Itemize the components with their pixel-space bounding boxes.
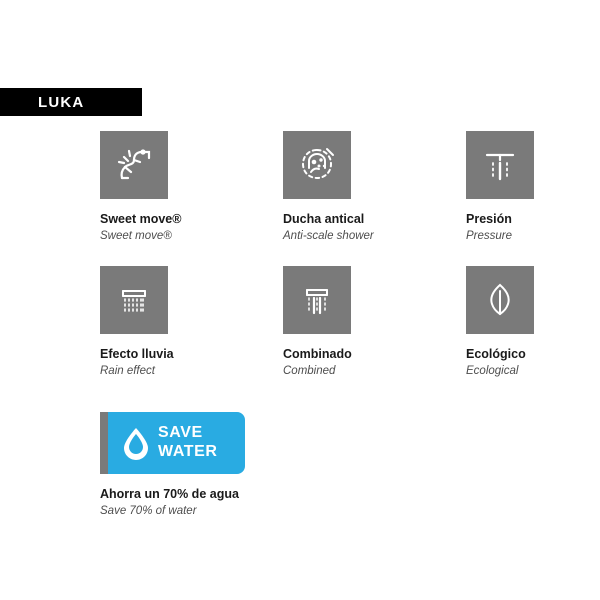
icon-box (283, 131, 351, 199)
feature-subtitle: Save 70% of water (100, 505, 197, 517)
feature-row (100, 131, 570, 244)
save-water-badge-text (158, 423, 218, 461)
feature-title: Efecto lluvia (100, 347, 174, 361)
pressure-shower-icon (478, 143, 522, 187)
feature-title: Ducha antical (283, 212, 365, 226)
icon-box (100, 131, 168, 199)
feature-subtitle: Anti-scale shower (283, 230, 374, 242)
badge-grey-bar (100, 412, 108, 474)
feature-subtitle: Pressure (466, 230, 513, 242)
feature-item-combined (283, 266, 466, 379)
rain-effect-icon (111, 277, 157, 323)
feature-item-anti-scale (283, 131, 466, 244)
feature-subtitle: Rain effect (100, 365, 155, 377)
badge-line-2: WATER (158, 443, 218, 460)
badge-line-1: SAVE (158, 424, 203, 441)
feature-title: Ahorra un 70% de agua (100, 487, 239, 501)
combined-jet-icon (294, 277, 340, 323)
feature-item-rain-effect (100, 266, 283, 379)
feature-item-sweet-move (100, 131, 283, 244)
icon-box (283, 266, 351, 334)
save-water-badge (100, 412, 245, 474)
icon-box (466, 131, 534, 199)
feature-item-ecological (466, 266, 600, 379)
sweet-move-shower-icon (112, 143, 156, 187)
feature-title: Presión (466, 212, 512, 226)
brand-label: LUKA (38, 93, 85, 111)
anti-scale-shower-icon (294, 142, 340, 188)
feature-row (100, 266, 570, 379)
feature-grid (100, 131, 570, 395)
save-water-block (100, 412, 400, 519)
feature-subtitle: Combined (283, 365, 336, 377)
save-water-caption (100, 486, 400, 519)
feature-title: Sweet move® (100, 212, 182, 226)
feature-subtitle: Sweet move® (100, 230, 172, 242)
feature-title: Ecológico (466, 347, 526, 361)
feature-subtitle: Ecological (466, 365, 519, 377)
leaf-ecological-icon (478, 278, 522, 322)
brand-tag (0, 88, 142, 116)
icon-box (466, 266, 534, 334)
feature-title: Combinado (283, 347, 352, 361)
icon-box (100, 266, 168, 334)
water-drop-icon (118, 425, 154, 461)
feature-item-pressure (466, 131, 600, 244)
